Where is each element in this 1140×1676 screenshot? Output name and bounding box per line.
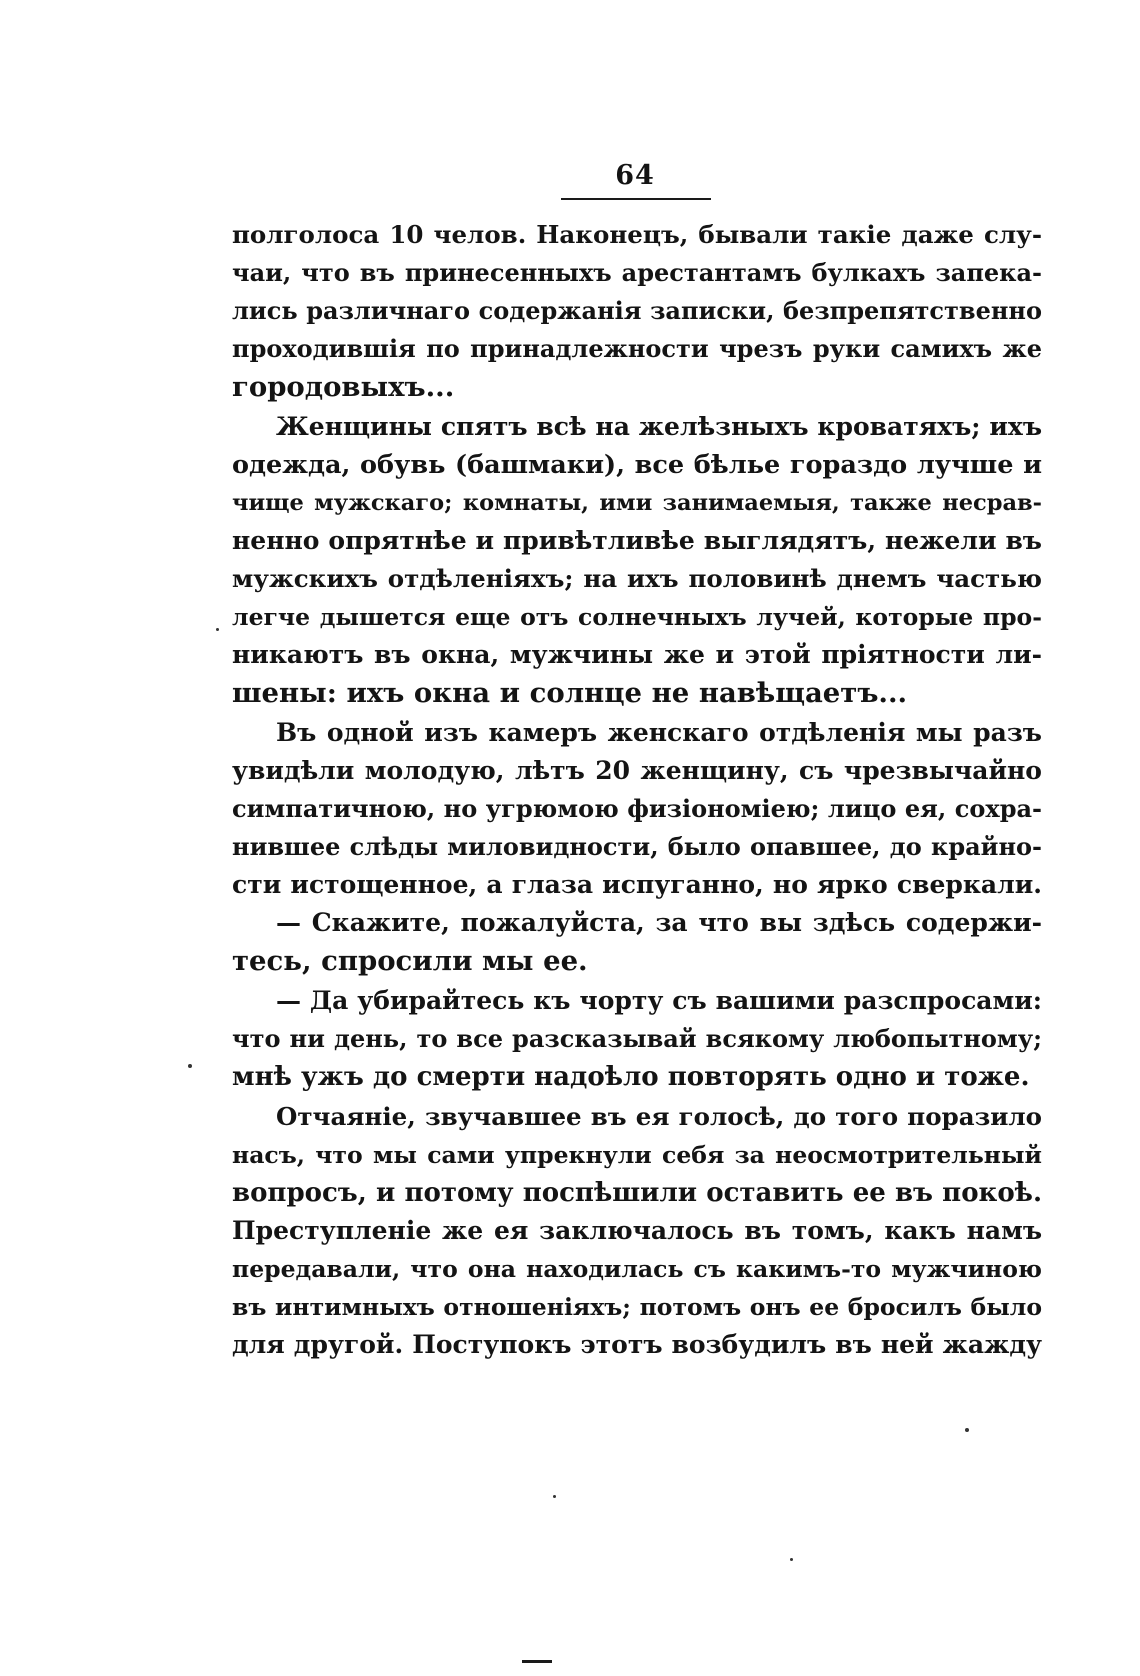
text-line: Въ одной изъ камеръ женскаго отдѣленія мы разъ — [276, 718, 1042, 747]
scan-speck — [790, 1558, 793, 1561]
text-line: одежда, обувь (башмаки), все бѣлье гораздо лучше и — [232, 450, 1042, 480]
text-line: передавали, что она находилась съ какимъ-то мужчиною — [232, 1255, 1042, 1283]
page-number: 64 — [615, 160, 655, 191]
text-line: тесь, спросили мы ее. — [232, 945, 588, 977]
text-line: шены: ихъ окна и солнце не навѣщаетъ... — [232, 677, 908, 709]
text-line: — Скажите, пожалуйста, за что вы здѣсь содержи- — [276, 908, 1042, 937]
text-line: что ни день, то все разсказывай всякому любопытному; — [232, 1024, 1042, 1053]
text-line: чище мужскаго; комнаты, ими занимаемыя, также несрав- — [232, 490, 1042, 516]
scan-speck — [188, 1064, 192, 1068]
bottom-mark — [522, 1660, 552, 1663]
scan-speck — [216, 628, 219, 631]
text-line: мужскихъ отдѣленіяхъ; на ихъ половинѣ днемъ частью — [232, 564, 1042, 593]
text-line: проходившія по принадлежности чрезъ руки самихъ же — [232, 334, 1042, 363]
text-line: для другой. Поступокъ этотъ возбудилъ въ ней жажду — [232, 1330, 1042, 1359]
text-line: чаи, что въ принесенныхъ арестантамъ булкахъ запека- — [232, 258, 1042, 287]
text-line: симпатичною, но угрюмою физіономіею; лицо ея, сохра- — [232, 794, 1042, 823]
text-line: Отчаяніе, звучавшее въ ея голосѣ, до того поразило — [276, 1102, 1042, 1131]
text-line: сти истощенное, а глаза испуганно, но ярко сверкали. — [232, 870, 1042, 899]
text-line: — Да убирайтесь къ чорту съ вашими разспросами: — [276, 986, 1042, 1015]
text-line: ненно опрятнѣе и привѣтливѣе выглядятъ, нежели въ — [232, 526, 1042, 555]
text-line: нившее слѣды миловидности, было опавшее, до крайно- — [232, 832, 1042, 861]
text-line: городовыхъ... — [232, 371, 455, 403]
text-line: Преступленіе же ея заключалось въ томъ, какъ намъ — [232, 1216, 1042, 1245]
text-line: никаютъ въ окна, мужчины же и этой пріятности ли- — [232, 640, 1042, 669]
text-line: насъ, что мы сами упрекнули себя за неосмотрительный — [232, 1141, 1042, 1169]
scan-speck — [553, 1495, 556, 1498]
text-line: мнѣ ужъ до смерти надоѣло повторять одно и тоже. — [232, 1062, 1030, 1092]
text-line: полголоса 10 челов. Наконецъ, бывали такіе даже слу- — [232, 220, 1042, 249]
scan-speck — [965, 1428, 969, 1432]
header-rule — [561, 198, 711, 200]
text-line: легче дышется еще отъ солнечныхъ лучей, которые про- — [232, 603, 1042, 631]
text-line: въ интимныхъ отношеніяхъ; потомъ онъ ее бросилъ было — [232, 1293, 1042, 1321]
text-line: увидѣли молодую, лѣтъ 20 женщину, съ чрезвычайно — [232, 756, 1042, 785]
text-line: вопросъ, и потому поспѣшили оставить ее въ покоѣ. — [232, 1178, 1042, 1208]
text-line: Женщины спятъ всѣ на желѣзныхъ кроватяхъ; ихъ — [276, 412, 1042, 441]
text-line: лись различнаго содержанія записки, безпрепятственно — [232, 296, 1042, 325]
